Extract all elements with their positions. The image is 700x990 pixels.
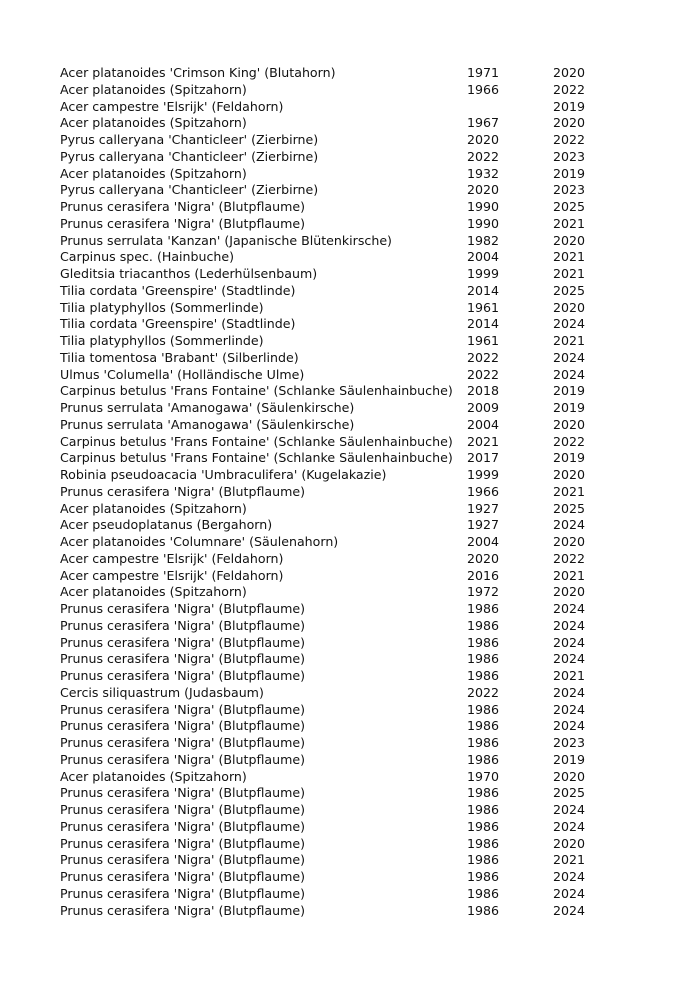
- tree-species-cell: Prunus cerasifera 'Nigra' (Blutpflaume): [60, 785, 306, 801]
- tree-table-body: [60, 65, 593, 919]
- table-row: [60, 417, 593, 434]
- table-row: [60, 434, 593, 451]
- table-row: [60, 316, 593, 333]
- table-row: [60, 668, 593, 685]
- planting-year-cell: 1986: [467, 651, 500, 667]
- tree-species-cell: Pyrus calleryana 'Chanticleer' (Zierbirne): [60, 148, 319, 164]
- table-row: [60, 149, 593, 166]
- table-row: [60, 266, 593, 283]
- tree-species-cell: Prunus serrulata 'Kanzan' (Japanische Blütenkirsche): [60, 232, 392, 248]
- tree-species-cell: Prunus cerasifera 'Nigra' (Blutpflaume): [60, 751, 306, 767]
- planting-year-cell: 1986: [467, 869, 500, 884]
- table-row: [60, 769, 593, 786]
- table-row: [60, 702, 593, 719]
- record-year-cell: 2024: [553, 634, 586, 650]
- tree-species-cell: Acer platanoides (Spitzahorn): [60, 584, 247, 600]
- table-row: [60, 802, 593, 819]
- table-row: [60, 216, 593, 233]
- record-year-cell: 2019: [553, 383, 586, 399]
- record-year-cell: 2023: [553, 148, 586, 164]
- tree-species-cell: Ulmus 'Columella' (Holländische Ulme): [60, 366, 305, 382]
- table-row: [60, 601, 593, 618]
- table-row: [60, 852, 593, 869]
- planting-year-cell: 2009: [467, 400, 500, 415]
- planting-year-cell: 1999: [467, 266, 500, 281]
- record-year-cell: 2020: [553, 115, 586, 131]
- planting-year-cell: 1986: [467, 785, 500, 801]
- planting-year-cell: 1986: [467, 835, 500, 851]
- record-year-cell: 2023: [553, 182, 586, 198]
- table-row: [60, 551, 593, 568]
- planting-year-cell: 1999: [467, 467, 500, 482]
- planting-year-cell: 1961: [467, 299, 500, 315]
- table-row: [60, 618, 593, 635]
- record-year-cell: 2024: [553, 617, 586, 633]
- record-year-cell: 2020: [553, 416, 586, 432]
- planting-year-cell: 2016: [467, 567, 500, 583]
- tree-table: [60, 65, 593, 919]
- planting-year-cell: 2014: [467, 282, 500, 298]
- tree-species-cell: Acer platanoides (Spitzahorn): [60, 768, 247, 784]
- tree-species-cell: Carpinus betulus 'Frans Fontaine' (Schlanke Säulenhainbuche): [60, 383, 453, 399]
- table-row: [60, 65, 593, 82]
- record-year-cell: 2021: [553, 483, 586, 499]
- table-row: [60, 886, 593, 903]
- tree-species-cell: Prunus cerasifera 'Nigra' (Blutpflaume): [60, 835, 306, 851]
- table-row: [60, 718, 593, 735]
- tree-species-cell: Pyrus calleryana 'Chanticleer' (Zierbirne): [60, 132, 319, 147]
- table-row: [60, 467, 593, 484]
- table-row: [60, 166, 593, 183]
- record-year-cell: 2025: [553, 282, 586, 298]
- record-year-cell: 2021: [553, 215, 586, 231]
- planting-year-cell: 1982: [467, 232, 500, 248]
- table-row: [60, 534, 593, 551]
- planting-year-cell: 2022: [467, 148, 500, 164]
- tree-species-cell: Prunus cerasifera 'Nigra' (Blutpflaume): [60, 818, 306, 834]
- record-year-cell: 2024: [553, 802, 586, 817]
- planting-year-cell: 1986: [467, 617, 500, 633]
- record-year-cell: 2020: [553, 534, 586, 549]
- table-row: [60, 182, 593, 199]
- planting-year-cell: 1932: [467, 165, 500, 181]
- tree-species-cell: Acer platanoides (Spitzahorn): [60, 81, 247, 97]
- planting-year-cell: 1961: [467, 333, 500, 348]
- planting-year-cell: 1967: [467, 115, 500, 131]
- table-row: [60, 300, 593, 317]
- record-year-cell: 2024: [553, 366, 586, 382]
- table-row: [60, 233, 593, 250]
- planting-year-cell: 1927: [467, 500, 500, 516]
- planting-year-cell: 1986: [467, 751, 500, 767]
- record-year-cell: 2024: [553, 718, 586, 734]
- table-row: [60, 115, 593, 132]
- tree-species-cell: Prunus cerasifera 'Nigra' (Blutpflaume): [60, 802, 306, 817]
- tree-species-cell: Prunus cerasifera 'Nigra' (Blutpflaume): [60, 668, 306, 683]
- planting-year-cell: 2020: [467, 182, 500, 198]
- table-row: [60, 903, 593, 920]
- tree-species-cell: Acer platanoides (Spitzahorn): [60, 165, 247, 181]
- record-year-cell: 2025: [553, 785, 586, 801]
- planting-year-cell: 2017: [467, 450, 500, 466]
- record-year-cell: 2025: [553, 500, 586, 516]
- planting-year-cell: 1970: [467, 768, 500, 784]
- tree-species-cell: Prunus cerasifera 'Nigra' (Blutpflaume): [60, 885, 306, 901]
- record-year-cell: 2019: [553, 165, 586, 181]
- tree-species-cell: Prunus cerasifera 'Nigra' (Blutpflaume): [60, 617, 306, 633]
- tree-species-cell: Prunus cerasifera 'Nigra' (Blutpflaume): [60, 634, 306, 650]
- table-row: [60, 283, 593, 300]
- record-year-cell: 2022: [553, 132, 586, 147]
- planting-year-cell: 2018: [467, 383, 500, 399]
- tree-species-cell: Acer campestre 'Elsrijk' (Feldahorn): [60, 550, 284, 566]
- tree-species-cell: Acer platanoides 'Crimson King' (Blutahorn): [60, 65, 336, 80]
- tree-species-cell: Carpinus betulus 'Frans Fontaine' (Schlanke Säulenhainbuche): [60, 433, 453, 449]
- tree-species-cell: Prunus serrulata 'Amanogawa' (Säulenkirsche): [60, 400, 355, 415]
- planting-year-cell: 1986: [467, 668, 500, 683]
- record-year-cell: 2024: [553, 316, 586, 332]
- record-year-cell: 2024: [553, 684, 586, 700]
- planting-year-cell: 2020: [467, 132, 500, 147]
- tree-species-cell: Prunus cerasifera 'Nigra' (Blutpflaume): [60, 651, 306, 667]
- tree-species-cell: Gleditsia triacanthos (Lederhülsenbaum): [60, 266, 318, 281]
- record-year-cell: 2023: [553, 735, 586, 750]
- planting-year-cell: 1927: [467, 517, 500, 533]
- table-row: [60, 584, 593, 601]
- planting-year-cell: 1986: [467, 601, 500, 616]
- table-row: [60, 249, 593, 266]
- tree-species-cell: Acer campestre 'Elsrijk' (Feldahorn): [60, 98, 284, 114]
- tree-species-cell: Carpinus spec. (Hainbuche): [60, 249, 235, 265]
- planting-year-cell: 1986: [467, 902, 500, 918]
- record-year-cell: 2019: [553, 400, 586, 415]
- planting-year-cell: 2004: [467, 249, 500, 265]
- record-year-cell: 2024: [553, 651, 586, 667]
- record-year-cell: 2020: [553, 584, 586, 600]
- planting-year-cell: 1986: [467, 802, 500, 817]
- record-year-cell: 2020: [553, 299, 586, 315]
- planting-year-cell: 1986: [467, 818, 500, 834]
- tree-species-cell: Tilia cordata 'Greenspire' (Stadtlinde): [60, 316, 296, 332]
- tree-species-cell: Pyrus calleryana 'Chanticleer' (Zierbirne): [60, 182, 319, 198]
- planting-year-cell: 2020: [467, 550, 500, 566]
- planting-year-cell: 1990: [467, 199, 500, 214]
- tree-species-cell: Prunus cerasifera 'Nigra' (Blutpflaume): [60, 869, 306, 884]
- record-year-cell: 2024: [553, 517, 586, 533]
- table-row: [60, 350, 593, 367]
- table-row: [60, 501, 593, 518]
- record-year-cell: 2024: [553, 601, 586, 616]
- record-year-cell: 2024: [553, 902, 586, 918]
- tree-species-cell: Prunus cerasifera 'Nigra' (Blutpflaume): [60, 601, 306, 616]
- tree-species-cell: Robinia pseudoacacia 'Umbraculifera' (Kugelakazie): [60, 467, 387, 482]
- tree-species-cell: Acer campestre 'Elsrijk' (Feldahorn): [60, 567, 284, 583]
- planting-year-cell: 1966: [467, 81, 500, 97]
- record-year-cell: 2019: [553, 450, 586, 466]
- table-row: [60, 484, 593, 501]
- record-year-cell: 2021: [553, 333, 586, 348]
- table-row: [60, 82, 593, 99]
- record-year-cell: 2024: [553, 869, 586, 884]
- planting-year-cell: 1971: [467, 65, 500, 80]
- record-year-cell: 2024: [553, 701, 586, 717]
- planting-year-cell: 2021: [467, 433, 500, 449]
- table-row: [60, 685, 593, 702]
- tree-species-cell: Acer pseudoplatanus (Bergahorn): [60, 517, 273, 533]
- record-year-cell: 2021: [553, 668, 586, 683]
- tree-species-cell: Prunus cerasifera 'Nigra' (Blutpflaume): [60, 902, 306, 918]
- tree-species-cell: Cercis siliquastrum (Judasbaum): [60, 684, 264, 700]
- tree-species-cell: Tilia tomentosa 'Brabant' (Silberlinde): [60, 349, 299, 365]
- planting-year-cell: 1972: [467, 584, 500, 600]
- record-year-cell: 2022: [553, 550, 586, 566]
- planting-year-cell: 1986: [467, 718, 500, 734]
- record-year-cell: 2020: [553, 232, 586, 248]
- planting-year-cell: 2022: [467, 366, 500, 382]
- table-row: [60, 450, 593, 467]
- record-year-cell: 2019: [553, 751, 586, 767]
- tree-species-cell: Prunus cerasifera 'Nigra' (Blutpflaume): [60, 199, 306, 214]
- table-row: [60, 869, 593, 886]
- record-year-cell: 2024: [553, 818, 586, 834]
- table-row: [60, 199, 593, 216]
- planting-year-cell: 2004: [467, 534, 500, 549]
- tree-species-cell: Prunus cerasifera 'Nigra' (Blutpflaume): [60, 852, 306, 868]
- planting-year-cell: 1986: [467, 885, 500, 901]
- tree-species-cell: Tilia cordata 'Greenspire' (Stadtlinde): [60, 282, 296, 298]
- planting-year-cell: 1990: [467, 215, 500, 231]
- tree-species-cell: Tilia platyphyllos (Sommerlinde): [60, 299, 264, 315]
- record-year-cell: 2020: [553, 65, 586, 80]
- planting-year-cell: 1986: [467, 852, 500, 868]
- record-year-cell: 2020: [553, 768, 586, 784]
- tree-species-cell: Prunus cerasifera 'Nigra' (Blutpflaume): [60, 735, 306, 750]
- record-year-cell: 2022: [553, 433, 586, 449]
- tree-species-cell: Prunus cerasifera 'Nigra' (Blutpflaume): [60, 701, 306, 717]
- planting-year-cell: 2022: [467, 349, 500, 365]
- table-row: [60, 383, 593, 400]
- record-year-cell: 2021: [553, 266, 586, 281]
- table-row: [60, 752, 593, 769]
- record-year-cell: 2019: [553, 98, 586, 114]
- table-row: [60, 400, 593, 417]
- table-row: [60, 836, 593, 853]
- tree-species-cell: Prunus cerasifera 'Nigra' (Blutpflaume): [60, 483, 306, 499]
- table-row: [60, 651, 593, 668]
- tree-species-cell: Prunus cerasifera 'Nigra' (Blutpflaume): [60, 718, 306, 734]
- tree-species-cell: Acer platanoides (Spitzahorn): [60, 115, 247, 131]
- record-year-cell: 2024: [553, 349, 586, 365]
- table-row: [60, 517, 593, 534]
- record-year-cell: 2024: [553, 885, 586, 901]
- tree-species-cell: Prunus serrulata 'Amanogawa' (Säulenkirsche): [60, 416, 355, 432]
- table-row: [60, 367, 593, 384]
- record-year-cell: 2020: [553, 467, 586, 482]
- record-year-cell: 2025: [553, 199, 586, 214]
- planting-year-cell: 2022: [467, 684, 500, 700]
- planting-year-cell: 1986: [467, 701, 500, 717]
- table-row: [60, 785, 593, 802]
- table-row: [60, 568, 593, 585]
- tree-species-cell: Carpinus betulus 'Frans Fontaine' (Schlanke Säulenhainbuche): [60, 450, 453, 466]
- planting-year-cell: [467, 99, 553, 116]
- record-year-cell: 2022: [553, 81, 586, 97]
- tree-species-cell: Prunus cerasifera 'Nigra' (Blutpflaume): [60, 215, 306, 231]
- planting-year-cell: 1986: [467, 634, 500, 650]
- table-row: [60, 735, 593, 752]
- planting-year-cell: 2014: [467, 316, 500, 332]
- record-year-cell: 2021: [553, 852, 586, 868]
- table-row: [60, 132, 593, 149]
- planting-year-cell: 1986: [467, 735, 500, 750]
- record-year-cell: 2021: [553, 567, 586, 583]
- record-year-cell: 2021: [553, 249, 586, 265]
- table-row: [60, 635, 593, 652]
- table-row: [60, 333, 593, 350]
- table-row: [60, 819, 593, 836]
- tree-species-cell: Acer platanoides 'Columnare' (Säulenahorn): [60, 534, 339, 549]
- table-row: [60, 99, 593, 116]
- planting-year-cell: 1966: [467, 483, 500, 499]
- record-year-cell: 2020: [553, 835, 586, 851]
- planting-year-cell: 2004: [467, 416, 500, 432]
- tree-species-cell: Acer platanoides (Spitzahorn): [60, 500, 247, 516]
- tree-species-cell: Tilia platyphyllos (Sommerlinde): [60, 333, 264, 348]
